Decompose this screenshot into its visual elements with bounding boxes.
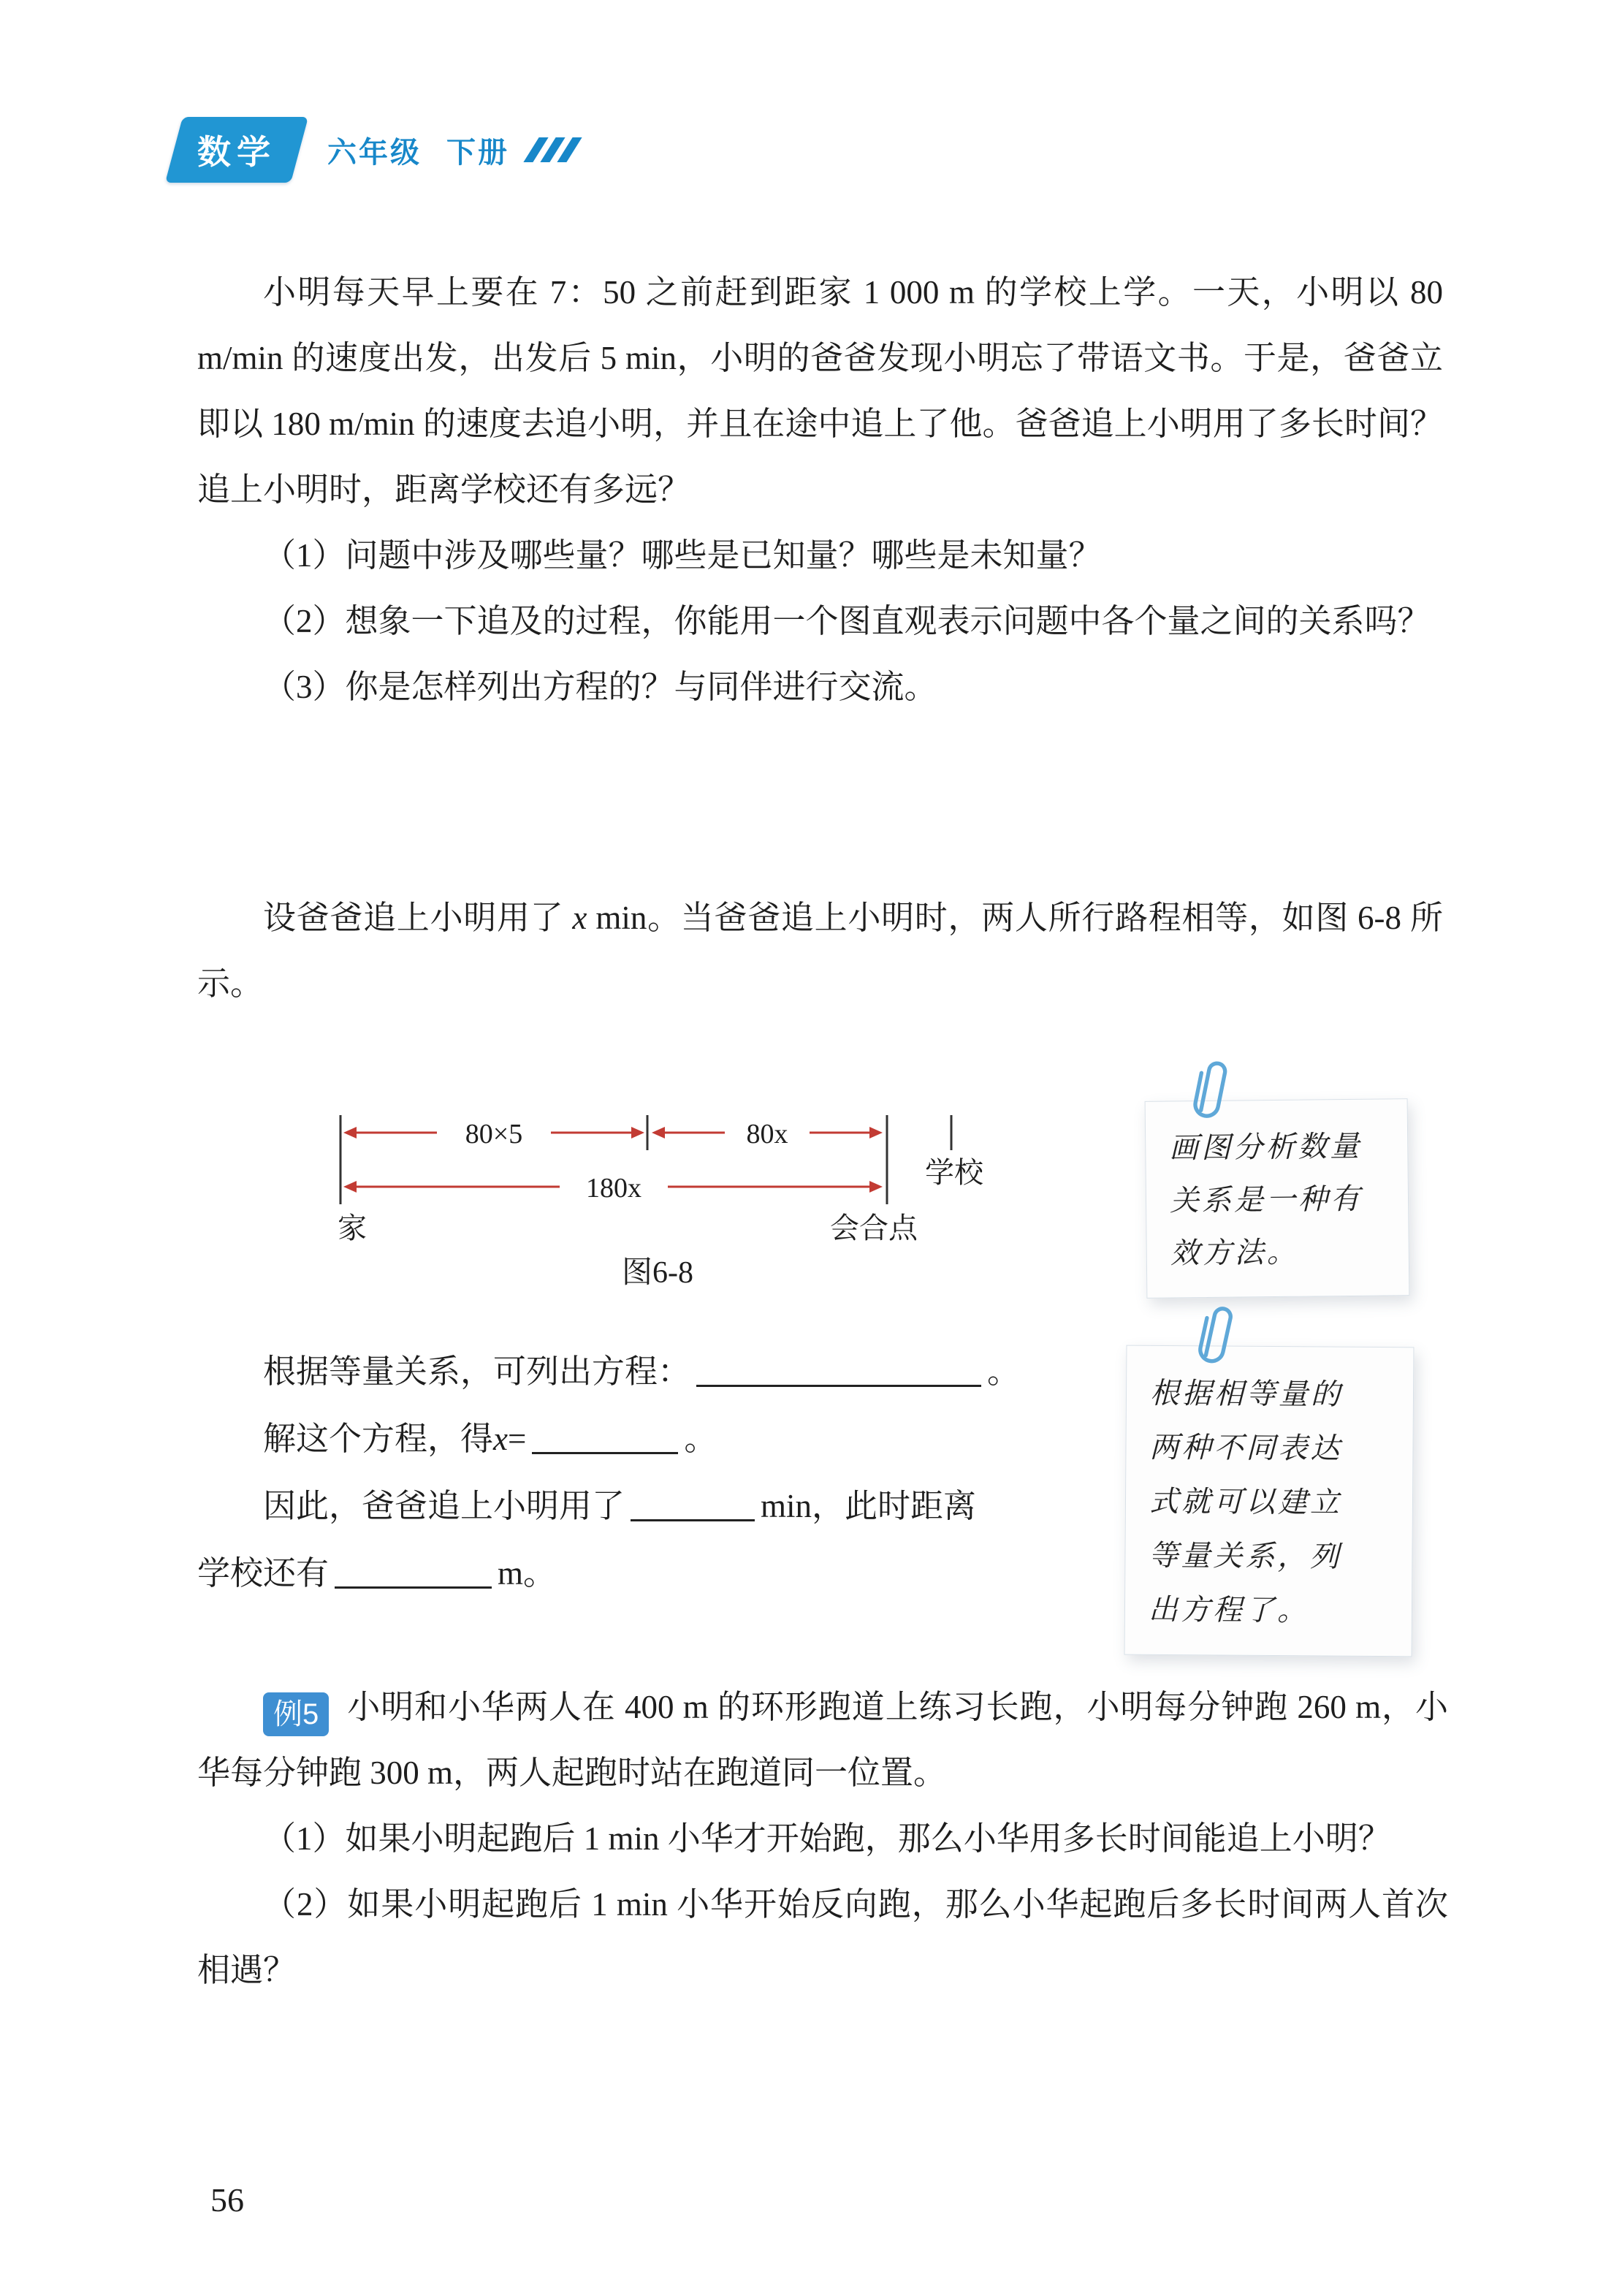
note-line: 画图分析数量 <box>1169 1129 1363 1166</box>
note-line: 根据相等量的 <box>1149 1376 1344 1412</box>
example-question-1: （1）如果小明起跑后 1 min 小华才开始跑，那么小华用多长时间能追上小明？ <box>263 1820 1391 1857</box>
example-intro-text: 小明和小华两人在 400 m 的环形跑道上练习长跑，小明每分钟跑 260 m，小华每分钟跑 300 m，两人起跑时站在跑道同一位置。 <box>197 1689 1448 1791</box>
equals-sign: = <box>508 1421 527 1457</box>
example-question-2: （2）如果小明起跑后 1 min 小华开始反向跑，那么小华起跑后多长时间两人首次相遇？ <box>197 1886 1448 1988</box>
conclusion-label-1: 因此，爸爸追上小明用了 <box>263 1488 625 1524</box>
solution-line <box>197 1405 1147 1472</box>
subject-badge-label: 数学 <box>197 133 276 171</box>
sticky-note-draw-diagram <box>1145 1098 1410 1299</box>
note-line: 效方法。 <box>1170 1235 1300 1271</box>
solution-blank <box>532 1423 678 1454</box>
conclusion-line-1 <box>197 1472 1147 1540</box>
page-number: 56 <box>210 2181 244 2219</box>
note-line: 式就可以建立 <box>1149 1484 1343 1520</box>
label-meeting-point: 会合点 <box>830 1212 918 1244</box>
distance-diagram <box>321 1102 994 1248</box>
variable-x: x <box>572 900 587 936</box>
setup-text-2: min。当爸爸追上小明时，两人所行路程相等，如图 6-8 所示。 <box>197 900 1443 1002</box>
problem-question-2: （2）想象一下追及的过程，你能用一个图直观表示问题中各个量之间的关系吗？ <box>263 603 1431 639</box>
paperclip-icon <box>1187 1056 1232 1125</box>
paperclip-icon <box>1192 1301 1238 1371</box>
volume-label: 下册 <box>446 136 509 169</box>
example-intro-paragraph <box>197 1674 1448 1806</box>
example-badge: 例5 <box>263 1692 329 1736</box>
fill-in-section <box>197 1338 1147 1607</box>
note-line: 两种不同表达 <box>1149 1430 1343 1466</box>
setup-paragraph <box>197 885 1443 1016</box>
note-line: 等量关系，列 <box>1149 1538 1342 1574</box>
problem-paragraph: 小明每天早上要在 7：50 之前赶到距家 1 000 m 的学校上学。一天，小明以 80 m/min 的速度出发，出发后 5 min，小明的爸爸发现小明忘了带语文书。于是，爸爸立即以 180 m/min 的速度去追小明，并且在途中追上了他。爸爸追上小明用了多长时间？追上小明时，距离学校还有多远？ <box>197 274 1443 508</box>
subject-badge <box>165 117 308 183</box>
slashes-icon <box>531 137 574 162</box>
segment-label-80x: 80x <box>746 1119 788 1149</box>
figure-6-8 <box>321 1102 994 1291</box>
setup-text-1: 设爸爸追上小明用了 <box>263 900 573 936</box>
arrowhead <box>343 1181 357 1193</box>
conclusion-label-2: min，此时距离 <box>761 1488 977 1524</box>
segment-label-180x: 180x <box>586 1173 641 1204</box>
arrowhead <box>869 1127 883 1139</box>
figure-caption: 图6-8 <box>622 1256 693 1290</box>
sticky-note-equal-quantities <box>1124 1345 1415 1657</box>
page-header <box>174 117 574 183</box>
equation-label: 根据等量关系，可列出方程： <box>263 1353 691 1390</box>
problem-question-3: （3）你是怎样列出方程的？与同伴进行交流。 <box>263 669 937 705</box>
time-blank <box>631 1491 755 1521</box>
conclusion-label-3: 学校还有 <box>197 1555 330 1592</box>
arrowhead <box>652 1127 665 1139</box>
label-school: 学校 <box>925 1156 983 1189</box>
setup-section <box>197 885 1443 1016</box>
equation-blank <box>696 1356 981 1387</box>
grade-label: 六年级 <box>327 136 422 169</box>
arrowhead <box>869 1181 883 1193</box>
note-line: 关系是一种有 <box>1169 1182 1363 1218</box>
segment-label-80x5: 80×5 <box>465 1119 523 1149</box>
label-home: 家 <box>338 1212 367 1244</box>
punct: 。 <box>684 1421 717 1457</box>
example-5-section <box>197 1674 1448 2003</box>
problem-question-1: （1）问题中涉及哪些量？哪些是已知量？哪些是未知量？ <box>263 537 1102 574</box>
solution-label: 解这个方程，得 <box>263 1421 494 1457</box>
distance-blank <box>335 1558 492 1589</box>
conclusion-label-4: m。 <box>498 1555 557 1592</box>
arrowhead <box>343 1127 357 1139</box>
grade-volume <box>327 129 509 171</box>
arrowhead <box>631 1127 644 1139</box>
conclusion-line-2 <box>197 1540 1147 1607</box>
problem-intro-section <box>197 259 1443 720</box>
note-line: 出方程了。 <box>1148 1592 1310 1628</box>
punct: 。 <box>987 1353 1021 1390</box>
equation-line <box>197 1338 1147 1405</box>
variable-x: x <box>493 1421 508 1457</box>
